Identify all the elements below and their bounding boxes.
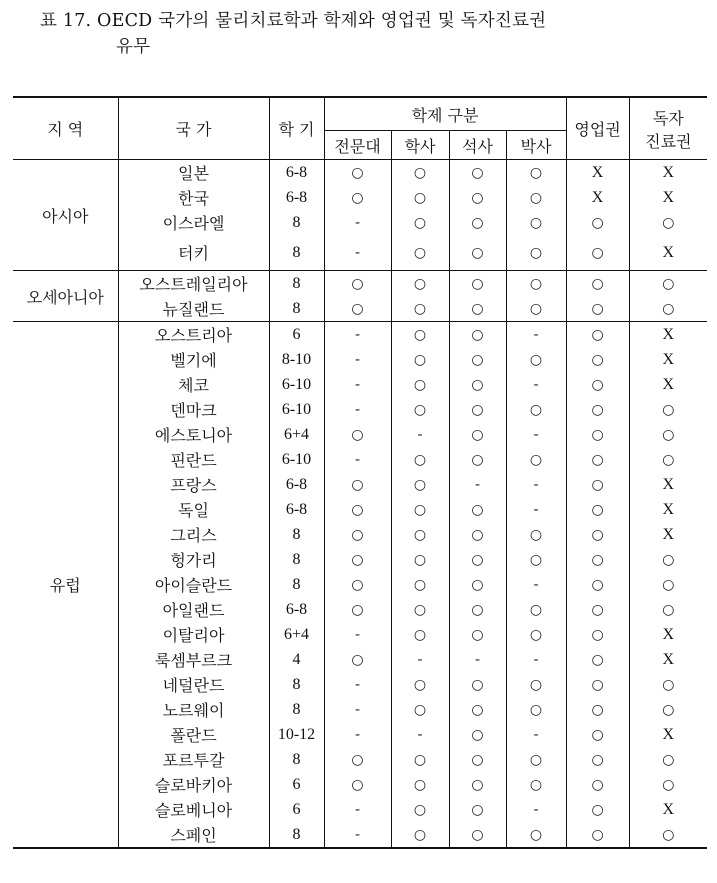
table-row xyxy=(13,497,707,522)
business-cell: ○ xyxy=(566,797,629,822)
term-cell: 8 xyxy=(269,572,324,597)
table-row xyxy=(13,472,707,497)
business-cell: ○ xyxy=(566,296,629,322)
table-row xyxy=(13,597,707,622)
independent-cell: X xyxy=(629,372,707,397)
header-independent-line-1: 독자 xyxy=(652,108,684,128)
table-row xyxy=(13,271,707,297)
table-row xyxy=(13,797,707,822)
bachelor-cell: ○ xyxy=(391,547,449,572)
business-cell: ○ xyxy=(566,722,629,747)
bachelor-cell: ○ xyxy=(391,697,449,722)
bachelor-cell: ○ xyxy=(391,597,449,622)
doctor-cell: ○ xyxy=(506,772,566,797)
country-cell: 네덜란드 xyxy=(118,672,269,697)
doctor-cell: - xyxy=(506,322,566,348)
doctor-cell: ○ xyxy=(506,822,566,848)
doctor-cell: ○ xyxy=(506,160,566,186)
master-cell: ○ xyxy=(449,522,506,547)
independent-cell: ○ xyxy=(629,271,707,297)
table-row xyxy=(13,747,707,772)
doctor-cell: ○ xyxy=(506,622,566,647)
doctor-cell: ○ xyxy=(506,210,566,235)
table-row xyxy=(13,622,707,647)
master-cell: ○ xyxy=(449,347,506,372)
table-row xyxy=(13,522,707,547)
college-cell: - xyxy=(324,322,391,348)
master-cell: ○ xyxy=(449,372,506,397)
table-row xyxy=(13,722,707,747)
bachelor-cell: ○ xyxy=(391,522,449,547)
business-cell: ○ xyxy=(566,572,629,597)
header-term: 학 기 xyxy=(269,97,324,160)
independent-cell: X xyxy=(629,522,707,547)
term-cell: 6-8 xyxy=(269,160,324,186)
master-cell: - xyxy=(449,472,506,497)
table-row xyxy=(13,397,707,422)
bachelor-cell: ○ xyxy=(391,822,449,848)
doctor-cell: ○ xyxy=(506,697,566,722)
master-cell: ○ xyxy=(449,497,506,522)
college-cell: ○ xyxy=(324,747,391,772)
college-cell: ○ xyxy=(324,597,391,622)
master-cell: ○ xyxy=(449,672,506,697)
bachelor-cell: ○ xyxy=(391,622,449,647)
doctor-cell: ○ xyxy=(506,271,566,297)
college-cell: - xyxy=(324,210,391,235)
independent-cell: ○ xyxy=(629,772,707,797)
country-cell: 룩셈부르크 xyxy=(118,647,269,672)
college-cell: - xyxy=(324,672,391,697)
header-doctor: 박사 xyxy=(506,131,566,160)
term-cell: 8 xyxy=(269,747,324,772)
independent-cell: X xyxy=(629,647,707,672)
doctor-cell: ○ xyxy=(506,185,566,210)
header-region: 지 역 xyxy=(13,97,118,160)
doctor-cell: - xyxy=(506,422,566,447)
bachelor-cell: ○ xyxy=(391,572,449,597)
bachelor-cell: - xyxy=(391,422,449,447)
master-cell: ○ xyxy=(449,722,506,747)
doctor-cell: ○ xyxy=(506,296,566,322)
country-cell: 에스토니아 xyxy=(118,422,269,447)
independent-cell: ○ xyxy=(629,447,707,472)
table-caption xyxy=(40,8,700,60)
bachelor-cell: ○ xyxy=(391,160,449,186)
bachelor-cell: ○ xyxy=(391,772,449,797)
college-cell: ○ xyxy=(324,271,391,297)
doctor-cell: ○ xyxy=(506,597,566,622)
country-cell: 아일랜드 xyxy=(118,597,269,622)
bachelor-cell: ○ xyxy=(391,210,449,235)
bachelor-cell: ○ xyxy=(391,347,449,372)
country-cell: 터키 xyxy=(118,235,269,271)
independent-cell: X xyxy=(629,497,707,522)
table-row xyxy=(13,296,707,322)
country-cell: 노르웨이 xyxy=(118,697,269,722)
header-master: 석사 xyxy=(449,131,506,160)
table-row xyxy=(13,160,707,186)
business-cell: ○ xyxy=(566,347,629,372)
business-cell: ○ xyxy=(566,647,629,672)
college-cell: - xyxy=(324,347,391,372)
master-cell: ○ xyxy=(449,397,506,422)
independent-cell: ○ xyxy=(629,422,707,447)
master-cell: ○ xyxy=(449,235,506,271)
country-cell: 한국 xyxy=(118,185,269,210)
business-cell: ○ xyxy=(566,372,629,397)
college-cell: ○ xyxy=(324,522,391,547)
business-cell: ○ xyxy=(566,497,629,522)
college-cell: ○ xyxy=(324,185,391,210)
country-cell: 이스라엘 xyxy=(118,210,269,235)
master-cell: ○ xyxy=(449,822,506,848)
region-cell: 유럽 xyxy=(13,322,118,849)
term-cell: 4 xyxy=(269,647,324,672)
bachelor-cell: ○ xyxy=(391,322,449,348)
college-cell: - xyxy=(324,372,391,397)
doctor-cell: - xyxy=(506,722,566,747)
college-cell: - xyxy=(324,235,391,271)
bachelor-cell: ○ xyxy=(391,797,449,822)
country-cell: 체코 xyxy=(118,372,269,397)
master-cell: ○ xyxy=(449,185,506,210)
table-row xyxy=(13,210,707,235)
independent-cell: ○ xyxy=(629,547,707,572)
independent-cell: X xyxy=(629,235,707,271)
table-row xyxy=(13,772,707,797)
country-cell: 이탈리아 xyxy=(118,622,269,647)
college-cell: ○ xyxy=(324,572,391,597)
independent-cell: ○ xyxy=(629,397,707,422)
country-cell: 그리스 xyxy=(118,522,269,547)
college-cell: ○ xyxy=(324,547,391,572)
college-cell: ○ xyxy=(324,296,391,322)
master-cell: ○ xyxy=(449,210,506,235)
table-row xyxy=(13,697,707,722)
table-row xyxy=(13,322,707,348)
term-cell: 6-8 xyxy=(269,185,324,210)
independent-cell: ○ xyxy=(629,822,707,848)
country-cell: 뉴질랜드 xyxy=(118,296,269,322)
table-body xyxy=(13,160,707,849)
business-cell: ○ xyxy=(566,622,629,647)
table-row xyxy=(13,372,707,397)
bachelor-cell: ○ xyxy=(391,235,449,271)
doctor-cell: - xyxy=(506,372,566,397)
doctor-cell: - xyxy=(506,472,566,497)
table-row xyxy=(13,422,707,447)
master-cell: ○ xyxy=(449,697,506,722)
term-cell: 8 xyxy=(269,822,324,848)
table-header xyxy=(13,97,707,160)
business-cell: ○ xyxy=(566,697,629,722)
business-cell: ○ xyxy=(566,672,629,697)
business-cell: ○ xyxy=(566,397,629,422)
doctor-cell: ○ xyxy=(506,747,566,772)
college-cell: - xyxy=(324,722,391,747)
college-cell: - xyxy=(324,822,391,848)
master-cell: ○ xyxy=(449,447,506,472)
independent-cell: X xyxy=(629,472,707,497)
college-cell: ○ xyxy=(324,497,391,522)
country-cell: 헝가리 xyxy=(118,547,269,572)
college-cell: - xyxy=(324,797,391,822)
table-row xyxy=(13,447,707,472)
doctor-cell: - xyxy=(506,572,566,597)
bachelor-cell: - xyxy=(391,722,449,747)
business-cell: X xyxy=(566,185,629,210)
doctor-cell: - xyxy=(506,647,566,672)
bachelor-cell: - xyxy=(391,647,449,672)
master-cell: ○ xyxy=(449,296,506,322)
bachelor-cell: ○ xyxy=(391,296,449,322)
business-cell: ○ xyxy=(566,322,629,348)
master-cell: ○ xyxy=(449,271,506,297)
master-cell: ○ xyxy=(449,797,506,822)
bachelor-cell: ○ xyxy=(391,372,449,397)
independent-cell: X xyxy=(629,722,707,747)
master-cell: ○ xyxy=(449,622,506,647)
term-cell: 8 xyxy=(269,296,324,322)
table-row xyxy=(13,647,707,672)
bachelor-cell: ○ xyxy=(391,271,449,297)
business-cell: ○ xyxy=(566,271,629,297)
independent-cell: X xyxy=(629,347,707,372)
master-cell: ○ xyxy=(449,322,506,348)
business-cell: ○ xyxy=(566,235,629,271)
term-cell: 8 xyxy=(269,697,324,722)
college-cell: ○ xyxy=(324,647,391,672)
country-cell: 포르투갈 xyxy=(118,747,269,772)
college-cell: ○ xyxy=(324,422,391,447)
independent-cell: ○ xyxy=(629,572,707,597)
region-cell: 아시아 xyxy=(13,160,118,271)
business-cell: ○ xyxy=(566,747,629,772)
bachelor-cell: ○ xyxy=(391,747,449,772)
table-row xyxy=(13,347,707,372)
term-cell: 6-10 xyxy=(269,447,324,472)
region-cell: 오세아니아 xyxy=(13,271,118,322)
term-cell: 6-10 xyxy=(269,397,324,422)
independent-cell: ○ xyxy=(629,296,707,322)
country-cell: 폴란드 xyxy=(118,722,269,747)
term-cell: 8 xyxy=(269,522,324,547)
independent-cell: X xyxy=(629,160,707,186)
term-cell: 6 xyxy=(269,322,324,348)
doctor-cell: - xyxy=(506,497,566,522)
business-cell: ○ xyxy=(566,472,629,497)
independent-cell: X xyxy=(629,185,707,210)
term-cell: 6+4 xyxy=(269,422,324,447)
header-business-right: 영업권 xyxy=(566,97,629,160)
term-cell: 6-8 xyxy=(269,597,324,622)
term-cell: 6+4 xyxy=(269,622,324,647)
term-cell: 8 xyxy=(269,235,324,271)
country-cell: 슬로바키아 xyxy=(118,772,269,797)
bachelor-cell: ○ xyxy=(391,397,449,422)
header-college: 전문대 xyxy=(324,131,391,160)
country-cell: 일본 xyxy=(118,160,269,186)
table-row xyxy=(13,672,707,697)
country-cell: 오스트리아 xyxy=(118,322,269,348)
term-cell: 6-8 xyxy=(269,497,324,522)
independent-cell: ○ xyxy=(629,697,707,722)
master-cell: ○ xyxy=(449,772,506,797)
business-cell: ○ xyxy=(566,547,629,572)
business-cell: ○ xyxy=(566,522,629,547)
independent-cell: X xyxy=(629,797,707,822)
business-cell: ○ xyxy=(566,822,629,848)
country-cell: 프랑스 xyxy=(118,472,269,497)
table-row xyxy=(13,235,707,271)
college-cell: ○ xyxy=(324,160,391,186)
term-cell: 8-10 xyxy=(269,347,324,372)
master-cell: ○ xyxy=(449,160,506,186)
header-independent-line-2: 진료권 xyxy=(645,131,692,151)
term-cell: 6 xyxy=(269,772,324,797)
country-cell: 독일 xyxy=(118,497,269,522)
business-cell: ○ xyxy=(566,772,629,797)
college-cell: - xyxy=(324,697,391,722)
term-cell: 6-10 xyxy=(269,372,324,397)
table-row xyxy=(13,547,707,572)
header-country: 국 가 xyxy=(118,97,269,160)
doctor-cell: ○ xyxy=(506,547,566,572)
doctor-cell: ○ xyxy=(506,235,566,271)
table-row xyxy=(13,185,707,210)
independent-cell: ○ xyxy=(629,210,707,235)
independent-cell: ○ xyxy=(629,672,707,697)
master-cell: ○ xyxy=(449,572,506,597)
college-cell: - xyxy=(324,447,391,472)
doctor-cell: ○ xyxy=(506,447,566,472)
master-cell: ○ xyxy=(449,422,506,447)
header-system-group: 학제 구분 xyxy=(324,97,566,131)
country-cell: 슬로베니아 xyxy=(118,797,269,822)
header-bachelor: 학사 xyxy=(391,131,449,160)
business-cell: X xyxy=(566,160,629,186)
term-cell: 8 xyxy=(269,210,324,235)
bachelor-cell: ○ xyxy=(391,185,449,210)
table-row xyxy=(13,572,707,597)
independent-cell: ○ xyxy=(629,747,707,772)
independent-cell: X xyxy=(629,322,707,348)
country-cell: 벨기에 xyxy=(118,347,269,372)
business-cell: ○ xyxy=(566,422,629,447)
header-independent-treatment xyxy=(629,97,707,160)
business-cell: ○ xyxy=(566,597,629,622)
college-cell: - xyxy=(324,622,391,647)
doctor-cell: ○ xyxy=(506,397,566,422)
oecd-physiotherapy-table xyxy=(13,96,707,849)
term-cell: 8 xyxy=(269,547,324,572)
country-cell: 덴마크 xyxy=(118,397,269,422)
master-cell: - xyxy=(449,647,506,672)
term-cell: 10-12 xyxy=(269,722,324,747)
college-cell: ○ xyxy=(324,772,391,797)
caption-line-1: 표 17. OECD 국가의 물리치료학과 학제와 영업권 및 독자진료권 xyxy=(40,11,547,31)
master-cell: ○ xyxy=(449,597,506,622)
bachelor-cell: ○ xyxy=(391,447,449,472)
bachelor-cell: ○ xyxy=(391,472,449,497)
term-cell: 6 xyxy=(269,797,324,822)
business-cell: ○ xyxy=(566,210,629,235)
doctor-cell: - xyxy=(506,797,566,822)
country-cell: 아이슬란드 xyxy=(118,572,269,597)
independent-cell: X xyxy=(629,622,707,647)
doctor-cell: ○ xyxy=(506,522,566,547)
doctor-cell: ○ xyxy=(506,347,566,372)
term-cell: 8 xyxy=(269,271,324,297)
bachelor-cell: ○ xyxy=(391,672,449,697)
business-cell: ○ xyxy=(566,447,629,472)
country-cell: 핀란드 xyxy=(118,447,269,472)
bachelor-cell: ○ xyxy=(391,497,449,522)
master-cell: ○ xyxy=(449,747,506,772)
independent-cell: ○ xyxy=(629,597,707,622)
term-cell: 8 xyxy=(269,672,324,697)
college-cell: ○ xyxy=(324,472,391,497)
table-row xyxy=(13,822,707,848)
doctor-cell: ○ xyxy=(506,672,566,697)
country-cell: 오스트레일리아 xyxy=(118,271,269,297)
country-cell: 스페인 xyxy=(118,822,269,848)
term-cell: 6-8 xyxy=(269,472,324,497)
caption-line-2: 유무 xyxy=(116,37,151,57)
college-cell: - xyxy=(324,397,391,422)
master-cell: ○ xyxy=(449,547,506,572)
